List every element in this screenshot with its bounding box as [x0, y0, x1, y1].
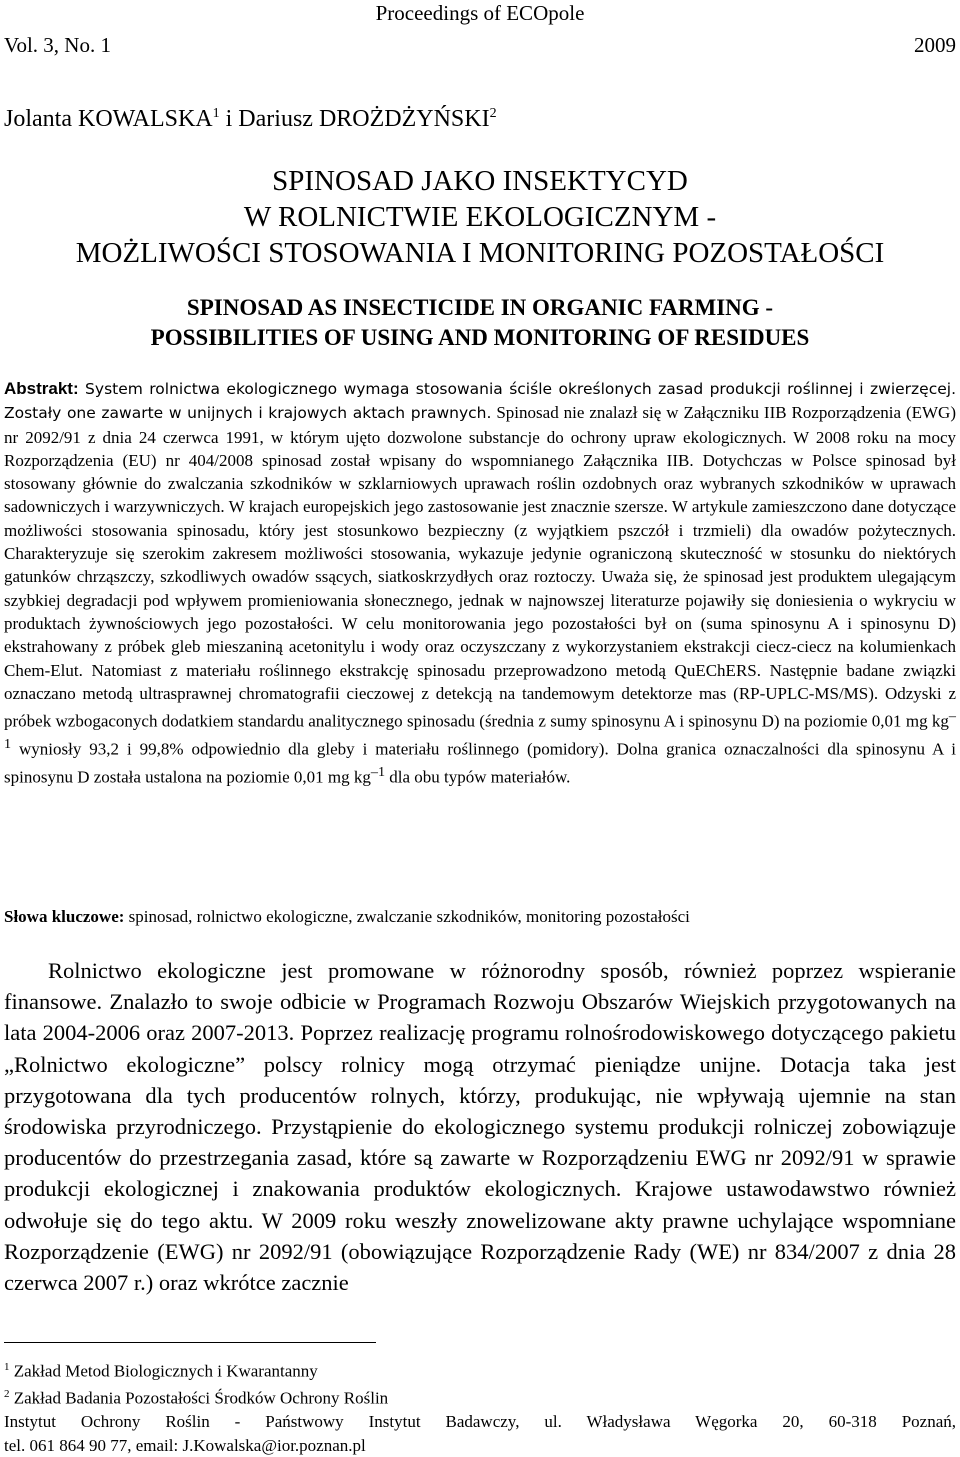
footnote-1-text: Zakład Metod Biologicznych i Kwarantanny: [9, 1361, 318, 1381]
author-2: i Dariusz DROŻDŻYŃSKI: [219, 106, 490, 132]
title-english-line: POSSIBILITIES OF USING AND MONITORING OF RESIDUES: [150, 325, 810, 350]
journal-name: Proceedings of ECOpole: [375, 1, 585, 25]
footnote-2-number: 2: [4, 1388, 10, 1401]
author-1-affiliation: 1: [212, 106, 220, 121]
keywords-label: Słowa kluczowe:: [4, 907, 125, 926]
abstract: [4, 377, 956, 789]
abstract-text: wyniosły 93,2 i 99,8% odpowiednio dla gleby i materiału roślinnego (pomidory). Dolna granica oznaczalności dla spinosynu A i spinosynu D została ustalona na poziomie 0,01 mg kg: [4, 739, 956, 787]
unit-exponent: –1: [4, 708, 956, 753]
unit-exponent: –1: [370, 764, 386, 781]
abstract-text: System rolnictwa ekologicznego wymaga stosowania ściśle określonych zasad produkcji roślinnej i zwierzęcej. Zostały one zawarte w unijnych i krajowych aktach prawnych.: [4, 380, 956, 423]
body-text: Rolnictwo ekologiczne jest promowane w różnorodny sposób, również poprzez wspieranie finansowe. Znalazło to swoje odbicie w Programach Rozwoju Obszarów Wiejskich przygotowanych na lata 2004-2006 oraz 2007-2013. Poprzez realizację programu rolnośrodowiskowego dotyczącego pakietu „Rolnictwo ekologiczne” polscy rolnicy mogą otrzymać pieniądze unijne. Dotacja taka jest przygotowana dla tych producentów rolnych, którzy, produkując, nie wpływają ujemnie na stan środowiska przyrodniczego. Przystąpienie do ekologicznego systemu produkcji rolniczej zobowiązuje producentów do przestrzegania zasad, które są zawarte w Rozporządzeniu EWG nr 2092/91 w sprawie produkcji ekologicznej i znakowania produktów ekologicznych. Krajowe ustawodawstwo również odwołuje się do tego aktu. W 2009 roku weszły znowelizowane akty prawne uchylające wspomniane Rozporządzenie (EWG) nr 2092/91 (obowiązujące Rozporządzenie Rady (WE) nr 834/2007 z dnia 28 czerwca 2007 r.) oraz wkrótce zacznie: [4, 958, 956, 1296]
footnote-2-text: Zakład Badania Pozostałości Środków Ochrony Roślin: [9, 1388, 389, 1408]
author-2-affiliation: 2: [489, 106, 497, 121]
footnote-1-number: 1: [4, 1361, 10, 1373]
authors: [4, 106, 497, 133]
title-english: [0, 293, 960, 353]
keywords-text: spinosad, rolnictwo ekologiczne, zwalczanie szkodników, monitoring pozostałości: [124, 907, 690, 926]
body-paragraph: [4, 955, 956, 1298]
title-polish-line: SPINOSAD JAKO INSEKTYCYD: [272, 165, 688, 197]
abstract-text: dla obu typów materiałów.: [385, 767, 571, 787]
footnote-2: [4, 1383, 956, 1410]
footnote-1: [4, 1356, 956, 1383]
institute-address: Instytut Ochrony Roślin - Państwowy Instytut Badawczy, ul. Władysława Węgorka 20, 60-318 Poznań,: [4, 1412, 956, 1432]
footnotes: [4, 1356, 956, 1457]
title-english-line: SPINOSAD AS INSECTICIDE IN ORGANIC FARMING -: [186, 295, 774, 320]
volume-label: Vol. 3, No. 1: [4, 33, 111, 57]
footnote-divider: [4, 1342, 376, 1343]
keywords: [4, 905, 956, 928]
author-1: Jolanta KOWALSKA: [4, 106, 213, 132]
title-polish-line: W ROLNICTWIE EKOLOGICZNYM -: [243, 201, 717, 233]
abstract-label: Abstrakt:: [4, 379, 79, 398]
title-polish: [0, 163, 960, 271]
abstract-text: Spinosad nie znalazł się w Załączniku IIB Rozporządzenia (EWG) nr 2092/91 z dnia 24 czerwca 1991, w którym ujęto dozwolone substancje do ochrony upraw ekologicznych. W 2008 roku na mocy Rozporządzenia (EU) nr 404/2008 spinosad został wpisany do wspomnianego Załącznika IIB. Dotychczas w Polsce spinosad był stosowany głównie do zwalczania szkodników w szklarniowych uprawach roślin ozdobnych oraz wybranych szkodników w uprawach sadowniczych i warzywniczych. W krajach europejskich jego zastosowanie jest znacznie szersze. W artykule zamieszczono dane dotyczące możliwości stosowania spinosadu, który jest stosunkowo bezpieczny (z wyjątkiem pszczół i trzmieli) dla owadów pożytecznych. Charakteryzuje się szerokim zakresem możliwości stosowania, wykazuje jedynie ograniczoną skuteczność w stosunku do niektórych gatunków chrząszczy, szkodliwych owadów ssących, siatkoskrzydłych oraz roztoczy. Uważa się, że spinosad jest produktem ulegającym szybkiej degradacji pod wpływem promieniowania słonecznego, jednak w najnowszej literaturze pojawiły się doniesienia o wykryciu w produktach żywnościowych jego pozostałości. W celu monitorowania jego pozostałości był on (suma spinosynu A i spinosynu D) ekstrahowany z próbek gleb mieszaniną acetonitylu i wody oraz oczyszczany z wykorzystaniem ekstrakcji ciecz-ciecz na kolumienkach Chem-Elut. Natomiast z materiału roślinnego ekstrakcję spinosadu przeprowadzono metodą QuEChERS. Następnie badane związki oznaczano metodą ultrasprawnej chromatografii cieczowej z detekcją na tandemowym detektorze mas (RP-UPLC-MS/MS). Odzyski z próbek wzbogaconych dodatkiem standardu analitycznego spinosadu (średnia z sumy spinosynu A i spinosynu D) na poziomie 0,01 mg kg: [4, 403, 956, 731]
year-label: 2009: [914, 33, 956, 57]
title-polish-line: MOŻLIWOŚCI STOSOWANIA I MONITORING POZOSTAŁOŚCI: [75, 237, 885, 269]
contact-info: tel. 061 864 90 77, email: J.Kowalska@ior.poznan.pl: [4, 1435, 366, 1455]
